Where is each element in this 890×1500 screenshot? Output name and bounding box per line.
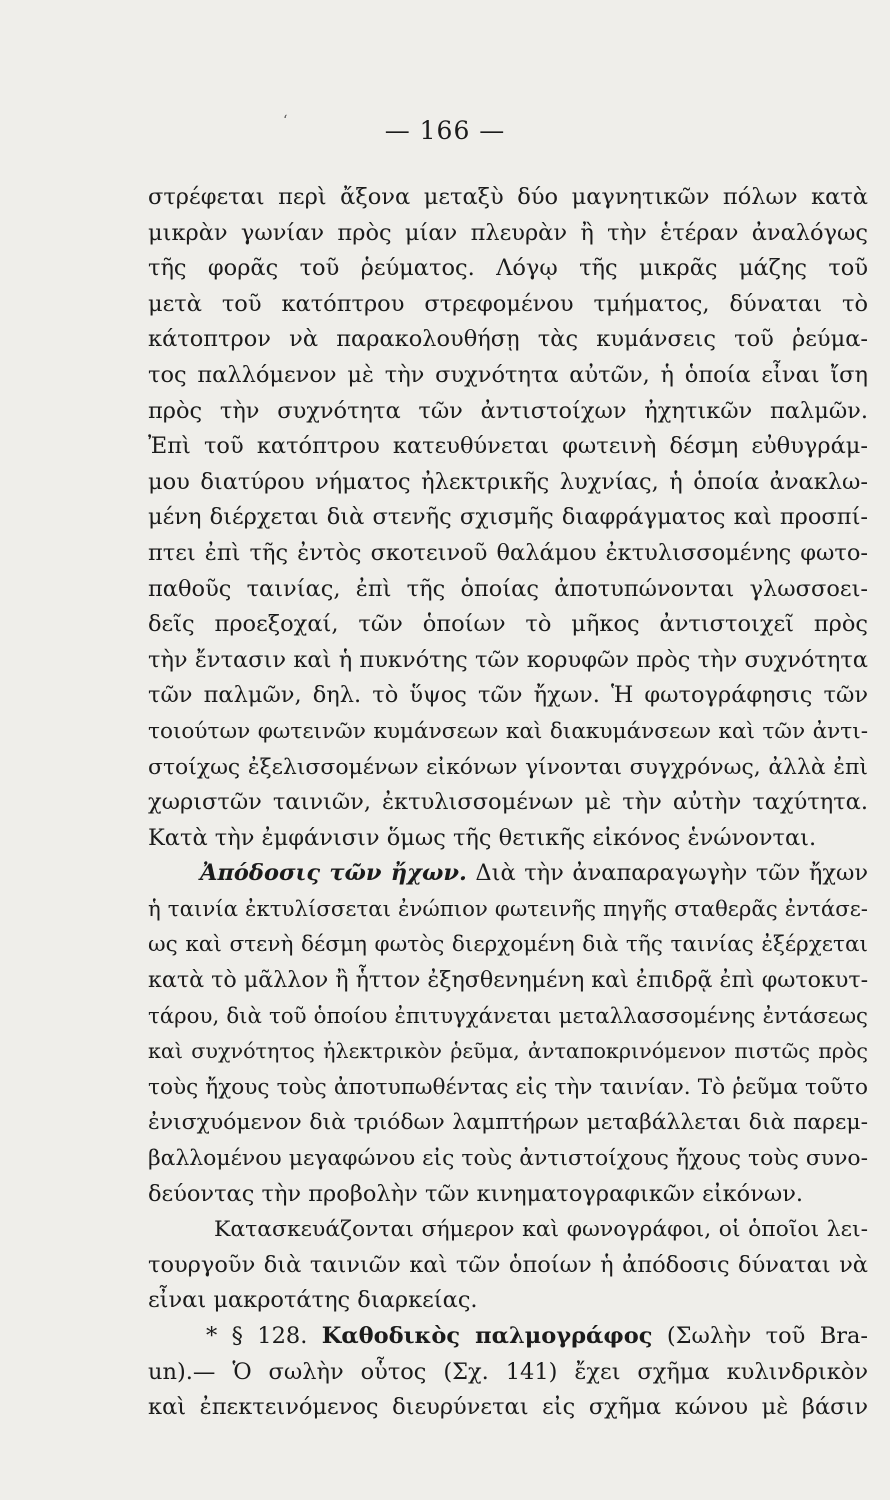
text-span: Διὰ τὴν ἀναπαραγωγὴν τῶν ἤχων (475, 860, 868, 887)
text-line: Κατὰ τὴν ἐμφάνισιν ὅμως τῆς θετικῆς εἰκόνος ἑνώνονται. (148, 824, 817, 851)
text-line: δεύοντας τὴν προβολὴν τῶν κινηματογραφικῶν εἰκόνων. (148, 1180, 804, 1207)
text-line: καὶ συχνότητος ἠλεκτρικὸν ῥεῦμα, ἀνταποκρινόμενον πιστῶς πρὸς (148, 1039, 868, 1064)
stray-mark: ʻ (283, 113, 288, 129)
text-line: μικρὰν γωνίαν πρὸς μίαν πλευρὰν ἢ τὴν ἑτέραν ἀναλόγως (148, 219, 868, 246)
text-line: Ἐπὶ τοῦ κατόπτρου κατευθύνεται φωτεινὴ δέσμη εὐθυγράμ- (148, 433, 868, 460)
text-line: στοίχως ἐξελισσομένων εἰκόνων γίνονται συγχρόνως, ἀλλὰ ἐπὶ (148, 754, 868, 780)
section-title: Καθοδικὸς παλμογράφος (321, 1323, 653, 1349)
text-line: μένη διέρχεται διὰ στενῆς σχισμῆς διαφράγματος καὶ προσπί- (148, 504, 868, 531)
text-line: βαλλομένου μεγαφώνου εἰς τοὺς ἀντιστοίχους ἤχους τοὺς συνο- (148, 1146, 868, 1172)
text-line: ως καὶ στενὴ δέσμη φωτὸς διερχομένη διὰ τῆς ταινίας ἐξέρχεται (148, 932, 868, 958)
text-line: τοὺς ἤχους τοὺς ἀποτυπωθέντας εἰς τὴν ταινίαν. Τὸ ῥεῦμα τοῦτο (148, 1074, 868, 1100)
text-line: τουργοῦν διὰ ταινιῶν καὶ τῶν ὁποίων ἡ ἀπόδοσις δύναται νὰ (148, 1251, 868, 1278)
text-line: μου διατύρου νήματος ἠλεκτρικῆς λυχνίας, ἡ ὁποία ἀνακλω- (148, 468, 868, 495)
section-heading-line (148, 856, 868, 892)
section-heading-line (148, 1319, 868, 1355)
text-line: Κατασκευάζονται σήμερον καὶ φωνογράφοι, οἱ ὁποῖοι λει- (214, 1217, 868, 1243)
text-line: ἐνισχυόμενον διὰ τριόδων λαμπτήρων μεταβάλλεται διὰ παρεμ- (148, 1110, 868, 1136)
section-number: * § 128. (206, 1323, 308, 1349)
text-line: τοιούτων φωτεινῶν κυμάνσεων καὶ διακυμάνσεων καὶ τῶν ἀντι- (148, 718, 868, 744)
text-line: παθοῦς ταινίας, ἐπὶ τῆς ὁποίας ἀποτυπώνονται γλωσσοει- (148, 575, 868, 602)
text-line: τῆς φορᾶς τοῦ ῥεύματος. Λόγῳ τῆς μικρᾶς μάζης τοῦ (148, 255, 868, 282)
text-line: μετὰ τοῦ κατόπτρου στρεφομένου τμήματος, δύναται τὸ (148, 290, 868, 317)
text-line: πτει ἐπὶ τῆς ἐντὸς σκοτεινοῦ θαλάμου ἐκτυλισσομένης φωτο- (148, 539, 868, 566)
text-line: κάτοπτρον νὰ παρακολουθήσῃ τὰς κυμάνσεις τοῦ ῥεύμα- (148, 326, 868, 353)
section-title: Ἀπόδοσις τῶν ἤχων. (200, 860, 467, 887)
text-line: ἡ ταινία ἐκτυλίσσεται ἐνώπιον φωτεινῆς πηγῆς σταθερᾶς ἐντάσε- (148, 896, 868, 922)
text-line: κατὰ τὸ μᾶλλον ἢ ἧττον ἐξησθενημένη καὶ ἐπιδρᾷ ἐπὶ φωτοκυτ- (148, 967, 869, 994)
text-line: τῶν παλμῶν, δηλ. τὸ ὕψος τῶν ἤχων. Ἡ φωτογράφησις τῶν (148, 682, 868, 709)
text-line: τάρου, διὰ τοῦ ὁποίου ἐπιτυγχάνεται μεταλλασσομένης ἐντάσεως (148, 1003, 868, 1029)
text-line: τος παλλόμενον μὲ τὴν συχνότητα αὐτῶν, ἡ ὁποία εἶναι ἴση (148, 361, 868, 388)
text-line: πρὸς τὴν συχνότητα τῶν ἀντιστοίχων ἠχητικῶν παλμῶν. (148, 397, 868, 424)
text-line: καὶ ἐπεκτεινόμενος διευρύνεται εἰς σχῆμα κώνου μὲ βάσιν (148, 1394, 868, 1421)
text-line: un).— Ὁ σωλὴν οὗτος (Σχ. 141) ἔχει σχῆμα κυλινδρικὸν (148, 1358, 868, 1385)
text-line: εἶναι μακροτάτης διαρκείας. (148, 1287, 478, 1314)
text-span: (Σωλὴν τοῦ Bra- (666, 1323, 869, 1349)
text-line: τὴν ἔντασιν καὶ ἡ πυκνότης τῶν κορυφῶν πρὸς τὴν συχνότητα (148, 646, 868, 673)
text-line: στρέφεται περὶ ἄξονα μεταξὺ δύο μαγνητικῶν πόλων κατὰ (148, 184, 868, 210)
page-number: — 166 — (384, 116, 506, 145)
text-line: χωριστῶν ταινιῶν, ἐκτυλισσομένων μὲ τὴν αὐτὴν ταχύτητα. (148, 789, 868, 816)
body-text (148, 180, 868, 1426)
text-line: δεῖς προεξοχαί, τῶν ὁποίων τὸ μῆκος ἀντιστοιχεῖ πρὸς (148, 611, 868, 638)
